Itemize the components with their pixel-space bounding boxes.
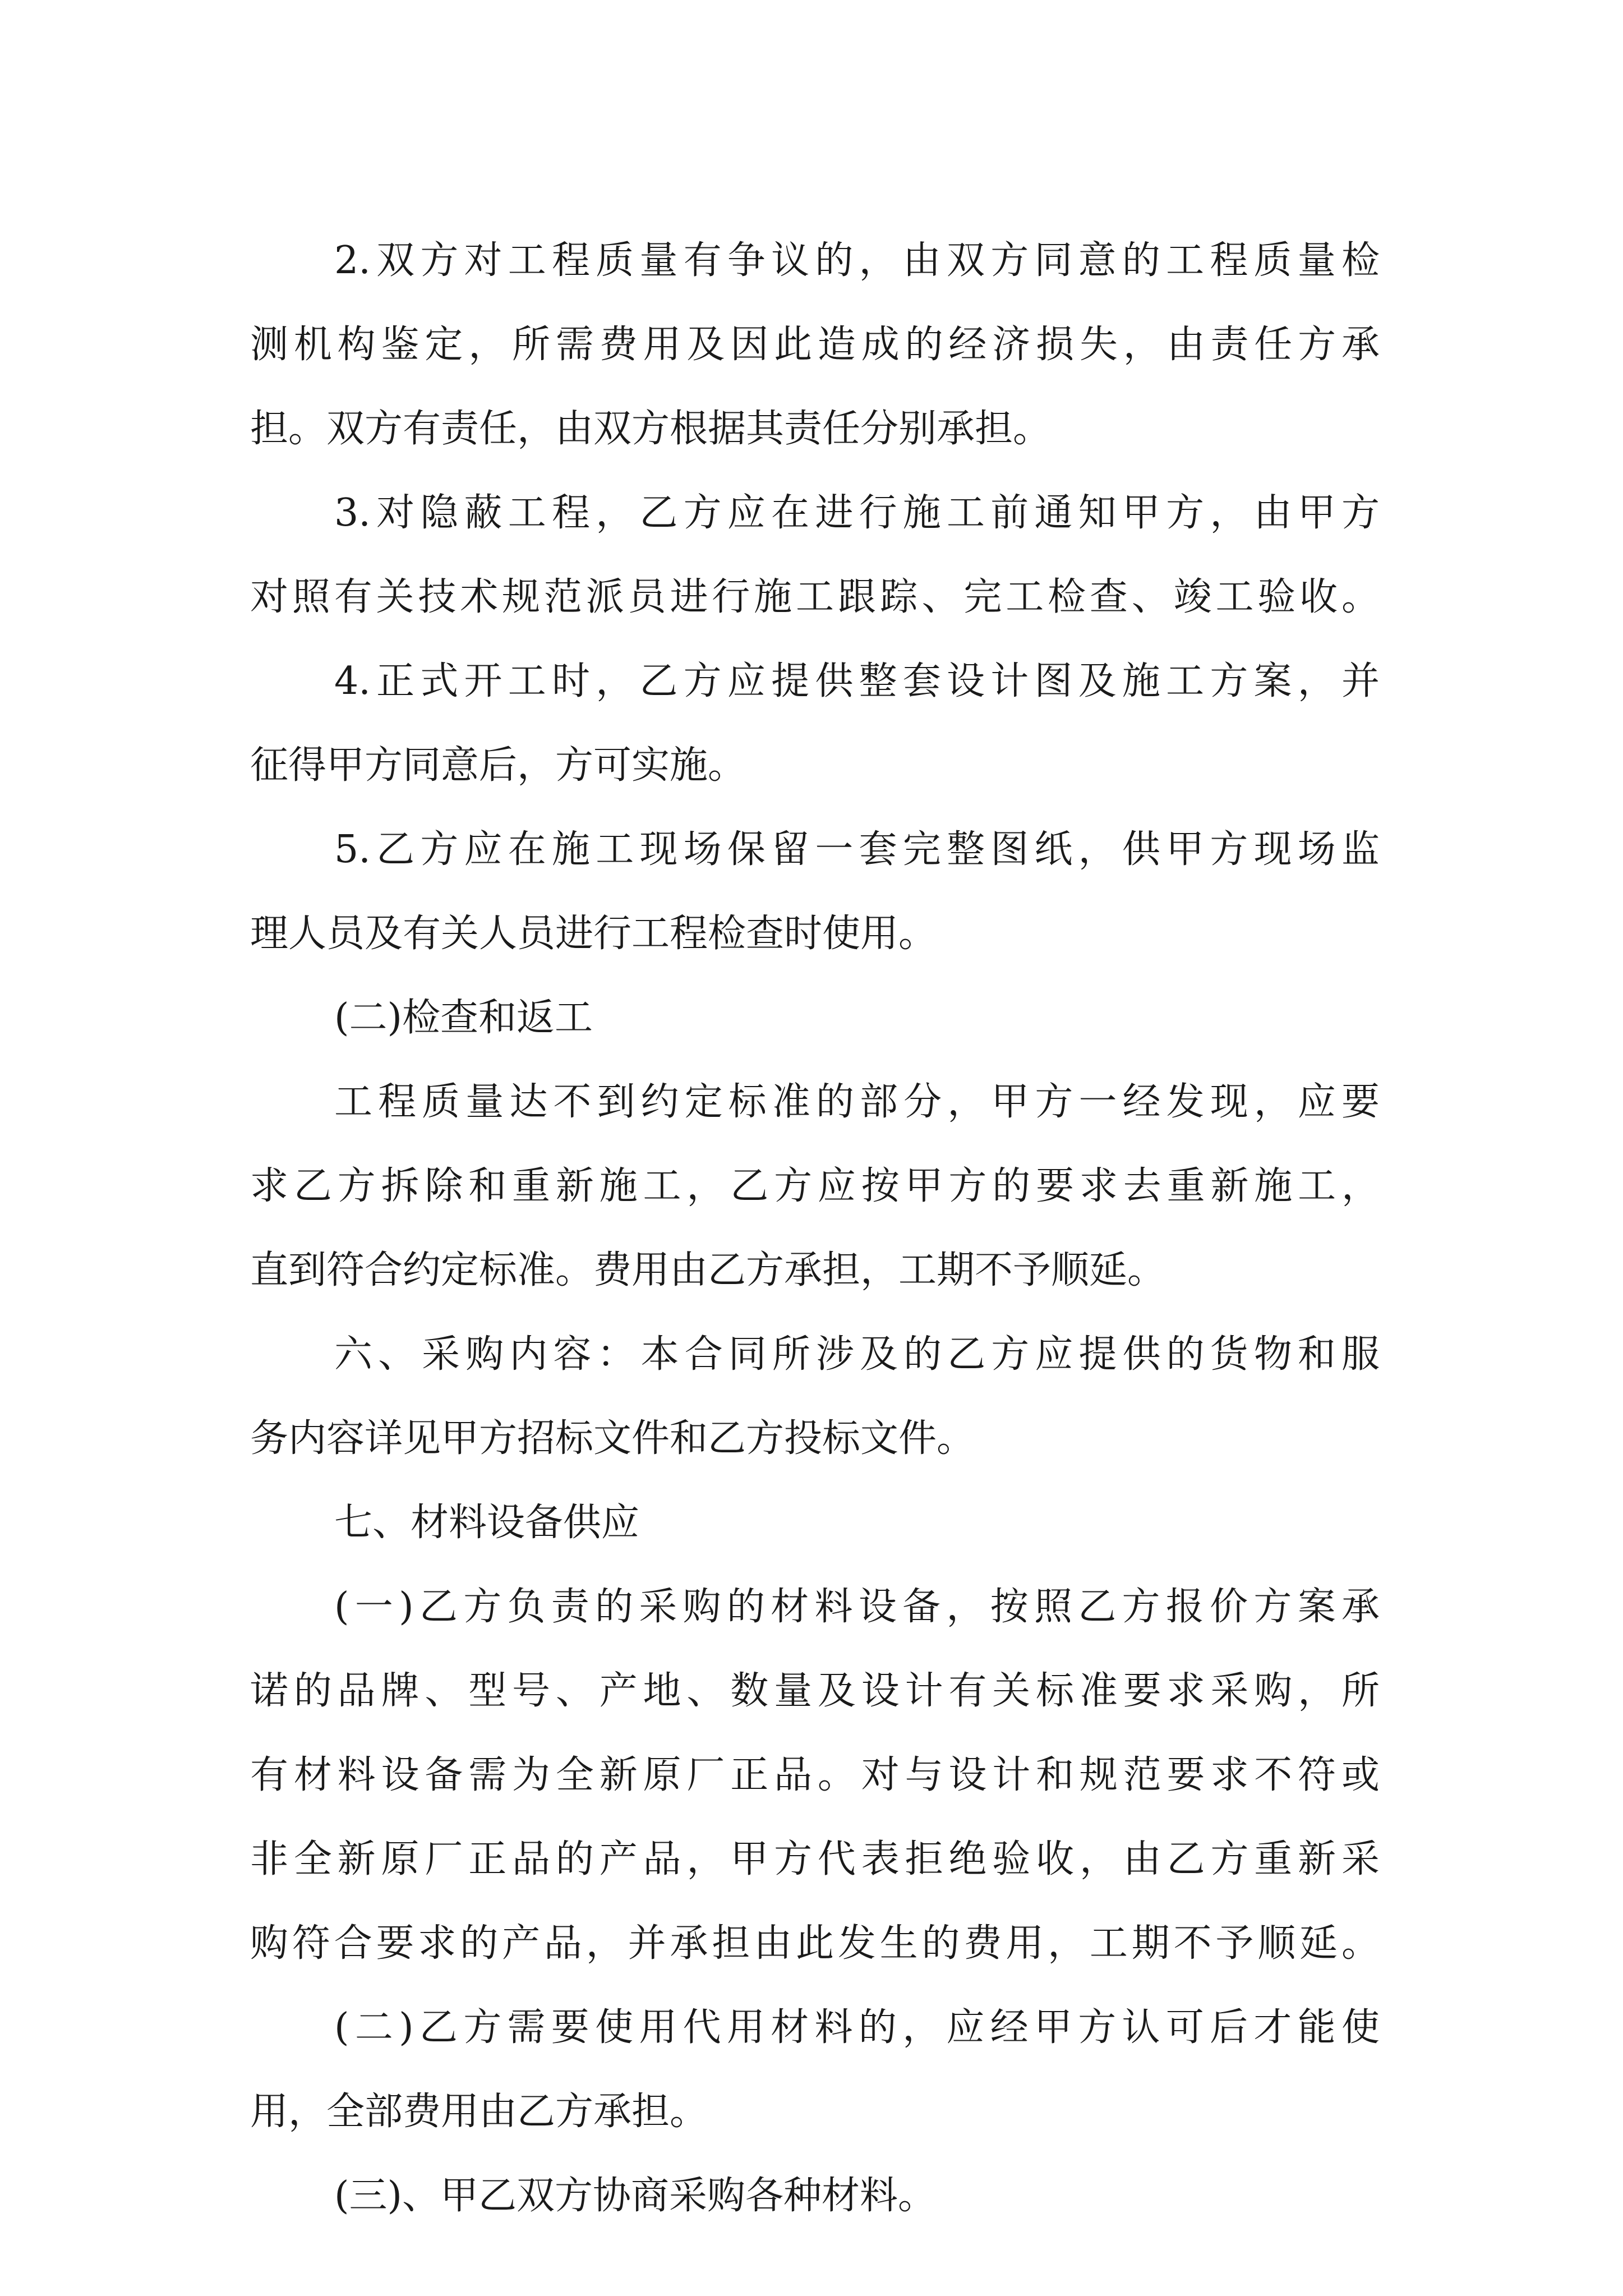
text-line: 七、材料设备供应 (334, 1501, 640, 1545)
text-line: (三)、甲乙双方协商采购各种材料。 (334, 2174, 937, 2218)
text-line: 担。双方有责任，由双方根据其责任分别承担。 (250, 407, 1052, 451)
text-line: 征得甲方同意后，方可实施。 (250, 743, 746, 788)
text-line: 务内容详见甲方招标文件和乙方投标文件。 (250, 1416, 975, 1461)
text-line: 对照有关技术规范派员进行施工跟踪、完工检查、竣工验收。 (250, 575, 1380, 619)
text-line: 六、采购内容：本合同所涉及的乙方应提供的货物和服 (334, 1332, 1380, 1377)
text-line: (二)检查和返工 (334, 996, 593, 1040)
text-line: 有材料设备需为全新原厂正品。对与设计和规范要求不符或 (250, 1753, 1380, 1797)
text-line: 理人员及有关人员进行工程检查时使用。 (250, 912, 937, 956)
text-line: 2.双方对工程质量有争议的，由双方同意的工程质量检 (334, 238, 1380, 283)
text-line: (二)乙方需要使用代用材料的，应经甲方认可后才能使 (334, 2005, 1380, 2050)
text-line: 直到符合约定标准。费用由乙方承担，工期不予顺延。 (250, 1248, 1166, 1292)
paragraph-quality-dispute (250, 219, 1380, 471)
paragraph-procurement-content (250, 1313, 1380, 1481)
paragraph-drawings-on-site (250, 808, 1380, 976)
text-line: 购符合要求的产品，并承担由此发生的费用，工期不予顺延。 (250, 1921, 1380, 1966)
document-body (250, 219, 1380, 2238)
paragraph-rework-requirement (250, 1060, 1380, 1313)
text-line: 非全新原厂正品的产品，甲方代表拒绝验收，由乙方重新采 (250, 1837, 1380, 1881)
text-line: (一)乙方负责的采购的材料设备，按照乙方报价方案承 (334, 1585, 1380, 1629)
text-line: 工程质量达不到约定标准的部分，甲方一经发现，应要 (334, 1080, 1380, 1124)
text-line: 诺的品牌、型号、产地、数量及设计有关标准要求采购，所 (250, 1669, 1380, 1713)
text-line: 用，全部费用由乙方承担。 (250, 2090, 708, 2134)
text-line: 测机构鉴定，所需费用及因此造成的经济损失，由责任方承 (250, 323, 1380, 367)
paragraph-concealed-works (250, 471, 1380, 639)
heading-inspection-rework (250, 976, 1380, 1060)
paragraph-formal-start (250, 639, 1380, 808)
paragraph-joint-procurement (250, 2154, 1380, 2238)
text-line: 5.乙方应在施工现场保留一套完整图纸，供甲方现场监 (334, 827, 1380, 872)
paragraph-substitute-materials (250, 1986, 1380, 2154)
paragraph-material-procurement (250, 1565, 1380, 1986)
text-line: 3.对隐蔽工程，乙方应在进行施工前通知甲方，由甲方 (334, 491, 1380, 535)
text-line: 求乙方拆除和重新施工，乙方应按甲方的要求去重新施工， (250, 1164, 1380, 1208)
heading-material-supply (250, 1481, 1380, 1565)
text-line: 4.正式开工时，乙方应提供整套设计图及施工方案，并 (334, 659, 1380, 703)
